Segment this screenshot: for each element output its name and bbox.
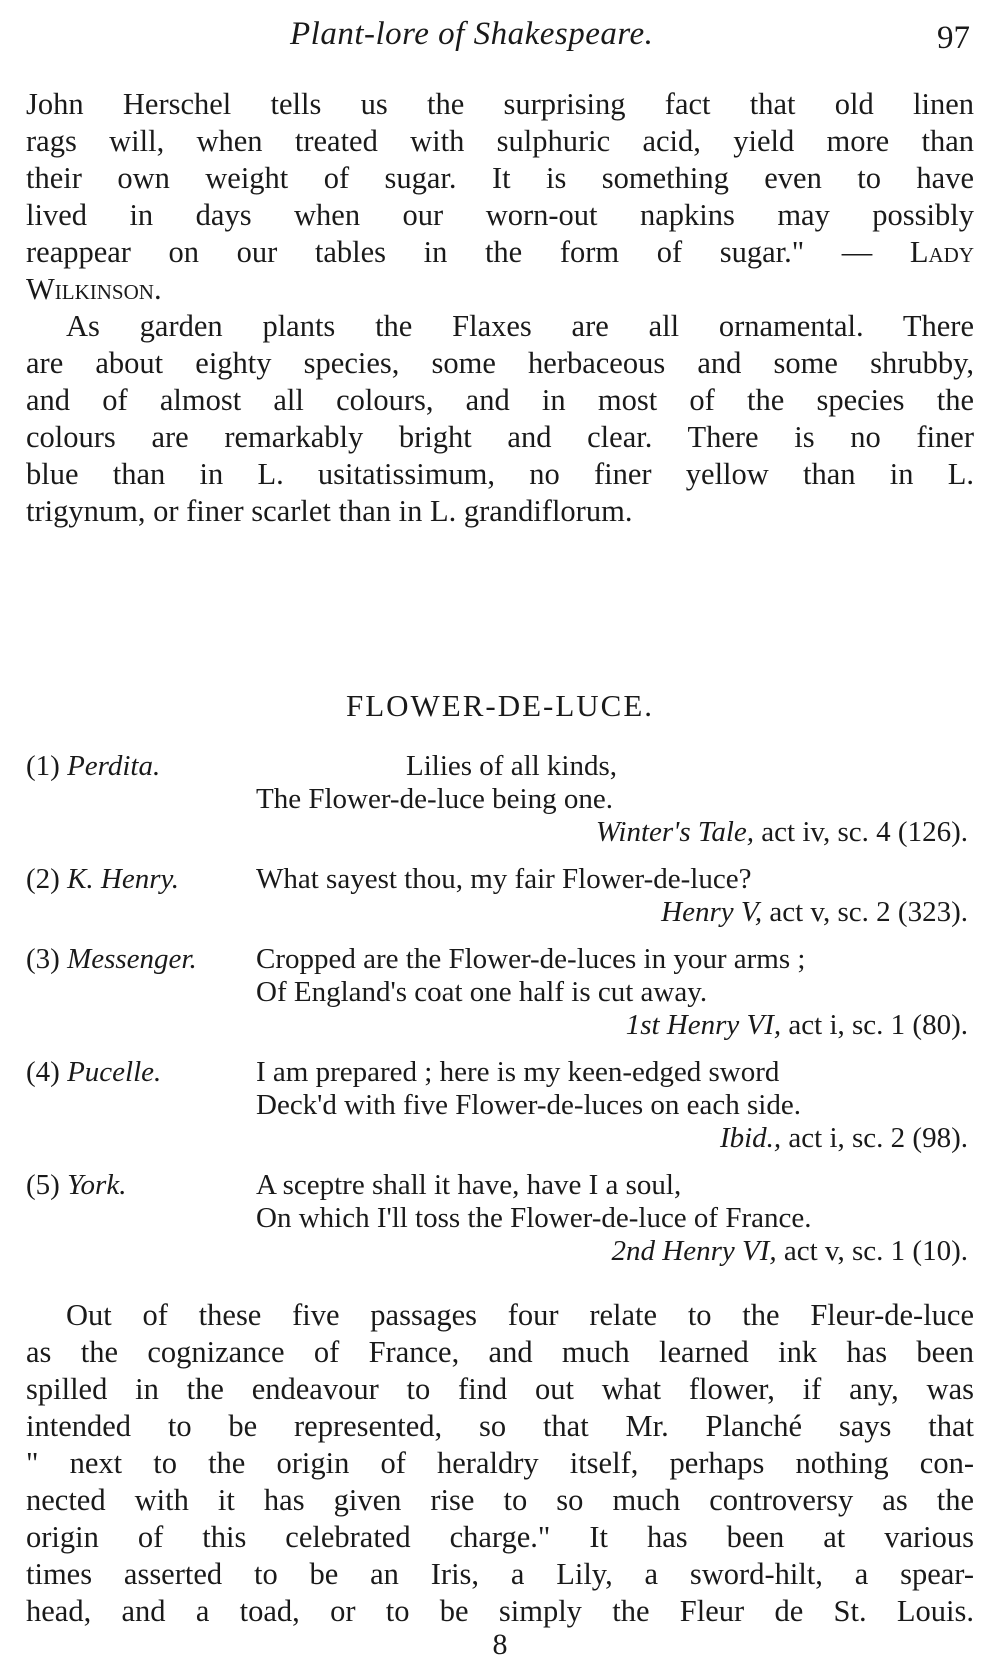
verse-line: Deck'd with five Flower-de-luces on each side. — [256, 1089, 801, 1121]
prose-line: origin of this celebrated charge." It has been at various — [26, 1520, 974, 1554]
prose-line: As garden plants the Flaxes are all ornamental. There — [66, 309, 974, 343]
prose-line: spilled in the endeavour to find out what flower, if any, was — [26, 1372, 974, 1406]
quotation-number: (3) — [26, 943, 60, 975]
quotation-citation — [26, 816, 974, 849]
quotation-speaker: Pucelle. — [67, 1056, 162, 1088]
quotation-citation — [26, 1235, 974, 1268]
citation-play: Winter's Tale, — [595, 816, 755, 848]
quotation-verse — [256, 750, 974, 816]
citation-play: 2nd Henry VI, — [611, 1235, 777, 1267]
prose-line: colours are remarkably bright and clear. There is no finer — [26, 420, 974, 454]
citation-ref: act v, sc. 1 (10). — [776, 1235, 968, 1267]
signature-mark: 8 — [492, 1628, 508, 1661]
verse-line: On which I'll toss the Flower-de-luce of France. — [256, 1202, 812, 1234]
quotation-citation — [26, 1009, 974, 1042]
prose-line: times asserted to be an Iris, a Lily, a sword-hilt, a spear- — [26, 1557, 974, 1591]
prose-top — [26, 86, 974, 530]
prose-line: nected with it has given rise to so much controversy as the — [26, 1483, 974, 1517]
prose-bottom — [26, 1297, 974, 1630]
prose-line: intended to be represented, so that Mr. Planché says that — [26, 1409, 974, 1443]
quotation-number: (5) — [26, 1169, 60, 1201]
verse-line: A sceptre shall it have, have I a soul, — [256, 1169, 682, 1201]
citation-play: 1st Henry VI, — [625, 1009, 782, 1041]
verse-line: The Flower-de-luce being one. — [256, 783, 613, 815]
quotation-label — [26, 750, 160, 783]
verse-line: Cropped are the Flower-de-luces in your arms ; — [256, 943, 806, 975]
quotation-list — [26, 750, 974, 1282]
verse-line: Lilies of all kinds, — [406, 750, 618, 782]
prose-line: as the cognizance of France, and much learned ink has been — [26, 1335, 974, 1369]
running-head-title: Plant-lore of Shakespeare. — [290, 16, 654, 52]
verse-line: What sayest thou, my fair Flower-de-luce? — [256, 863, 752, 895]
quotation-speaker: Messenger. — [67, 943, 197, 975]
quotation-verse — [256, 943, 974, 1009]
verse-line: Of England's coat one half is cut away. — [256, 976, 708, 1008]
citation-play: Henry V, — [661, 896, 763, 928]
attribution-part-2: Wilkinson. — [26, 272, 162, 306]
prose-line-text: reappear on our tables in the form of sugar." — — [26, 235, 910, 269]
prose-line: John Herschel tells us the surprising fact that old linen — [26, 87, 974, 121]
quotation-citation — [26, 1122, 974, 1155]
quotation — [26, 750, 974, 849]
citation-ref: act i, sc. 2 (98). — [781, 1122, 968, 1154]
prose-line-with-attribution — [26, 234, 974, 271]
verse-line: I am prepared ; here is my keen-edged sword — [256, 1056, 780, 1088]
citation-ref: act iv, sc. 4 (126). — [754, 816, 968, 848]
running-head — [0, 16, 1000, 66]
prose-line: are about eighty species, some herbaceous and some shrubby, — [26, 346, 974, 380]
quotation-verse — [256, 863, 974, 896]
quotation-speaker: K. Henry. — [67, 863, 180, 895]
quotation-citation — [26, 896, 974, 929]
quotation-label — [26, 1056, 161, 1089]
quotation — [26, 1056, 974, 1155]
quotation — [26, 943, 974, 1042]
quotation-label — [26, 863, 179, 896]
prose-line: lived in days when our worn-out napkins may possibly — [26, 198, 974, 232]
page-number: 97 — [937, 20, 970, 56]
prose-line: blue than in L. usitatissimum, no finer yellow than in L. — [26, 457, 974, 491]
prose-line: Out of these five passages four relate to the Fleur-de-luce — [66, 1298, 974, 1332]
quotation-label — [26, 943, 197, 976]
quotation-number: (4) — [26, 1056, 60, 1088]
prose-line: " next to the origin of heraldry itself, perhaps nothing con- — [26, 1446, 974, 1480]
citation-ref: act i, sc. 1 (80). — [781, 1009, 968, 1041]
quotation — [26, 1169, 974, 1268]
quotation-label — [26, 1169, 126, 1202]
citation-ref: act v, sc. 2 (323). — [762, 896, 968, 928]
prose-line: their own weight of sugar. It is something even to have — [26, 161, 974, 195]
prose-line: and of almost all colours, and in most of the species the — [26, 383, 974, 417]
quotation-speaker: York. — [67, 1169, 127, 1201]
quotation-number: (1) — [26, 750, 60, 782]
prose-line: rags will, when treated with sulphuric acid, yield more than — [26, 124, 974, 158]
quotation — [26, 863, 974, 929]
quotation-verse — [256, 1169, 974, 1235]
citation-play: Ibid., — [719, 1122, 782, 1154]
quotation-number: (2) — [26, 863, 60, 895]
quotation-speaker: Perdita. — [67, 750, 161, 782]
prose-line: head, and a toad, or to be simply the Fleur de St. Louis. — [26, 1594, 974, 1628]
prose-line: trigynum, or finer scarlet than in L. grandiflorum. — [26, 494, 633, 528]
attribution-part-1: Lady — [909, 235, 974, 269]
quotation-verse — [256, 1056, 974, 1122]
section-heading: FLOWER-DE-LUCE. — [345, 688, 655, 723]
